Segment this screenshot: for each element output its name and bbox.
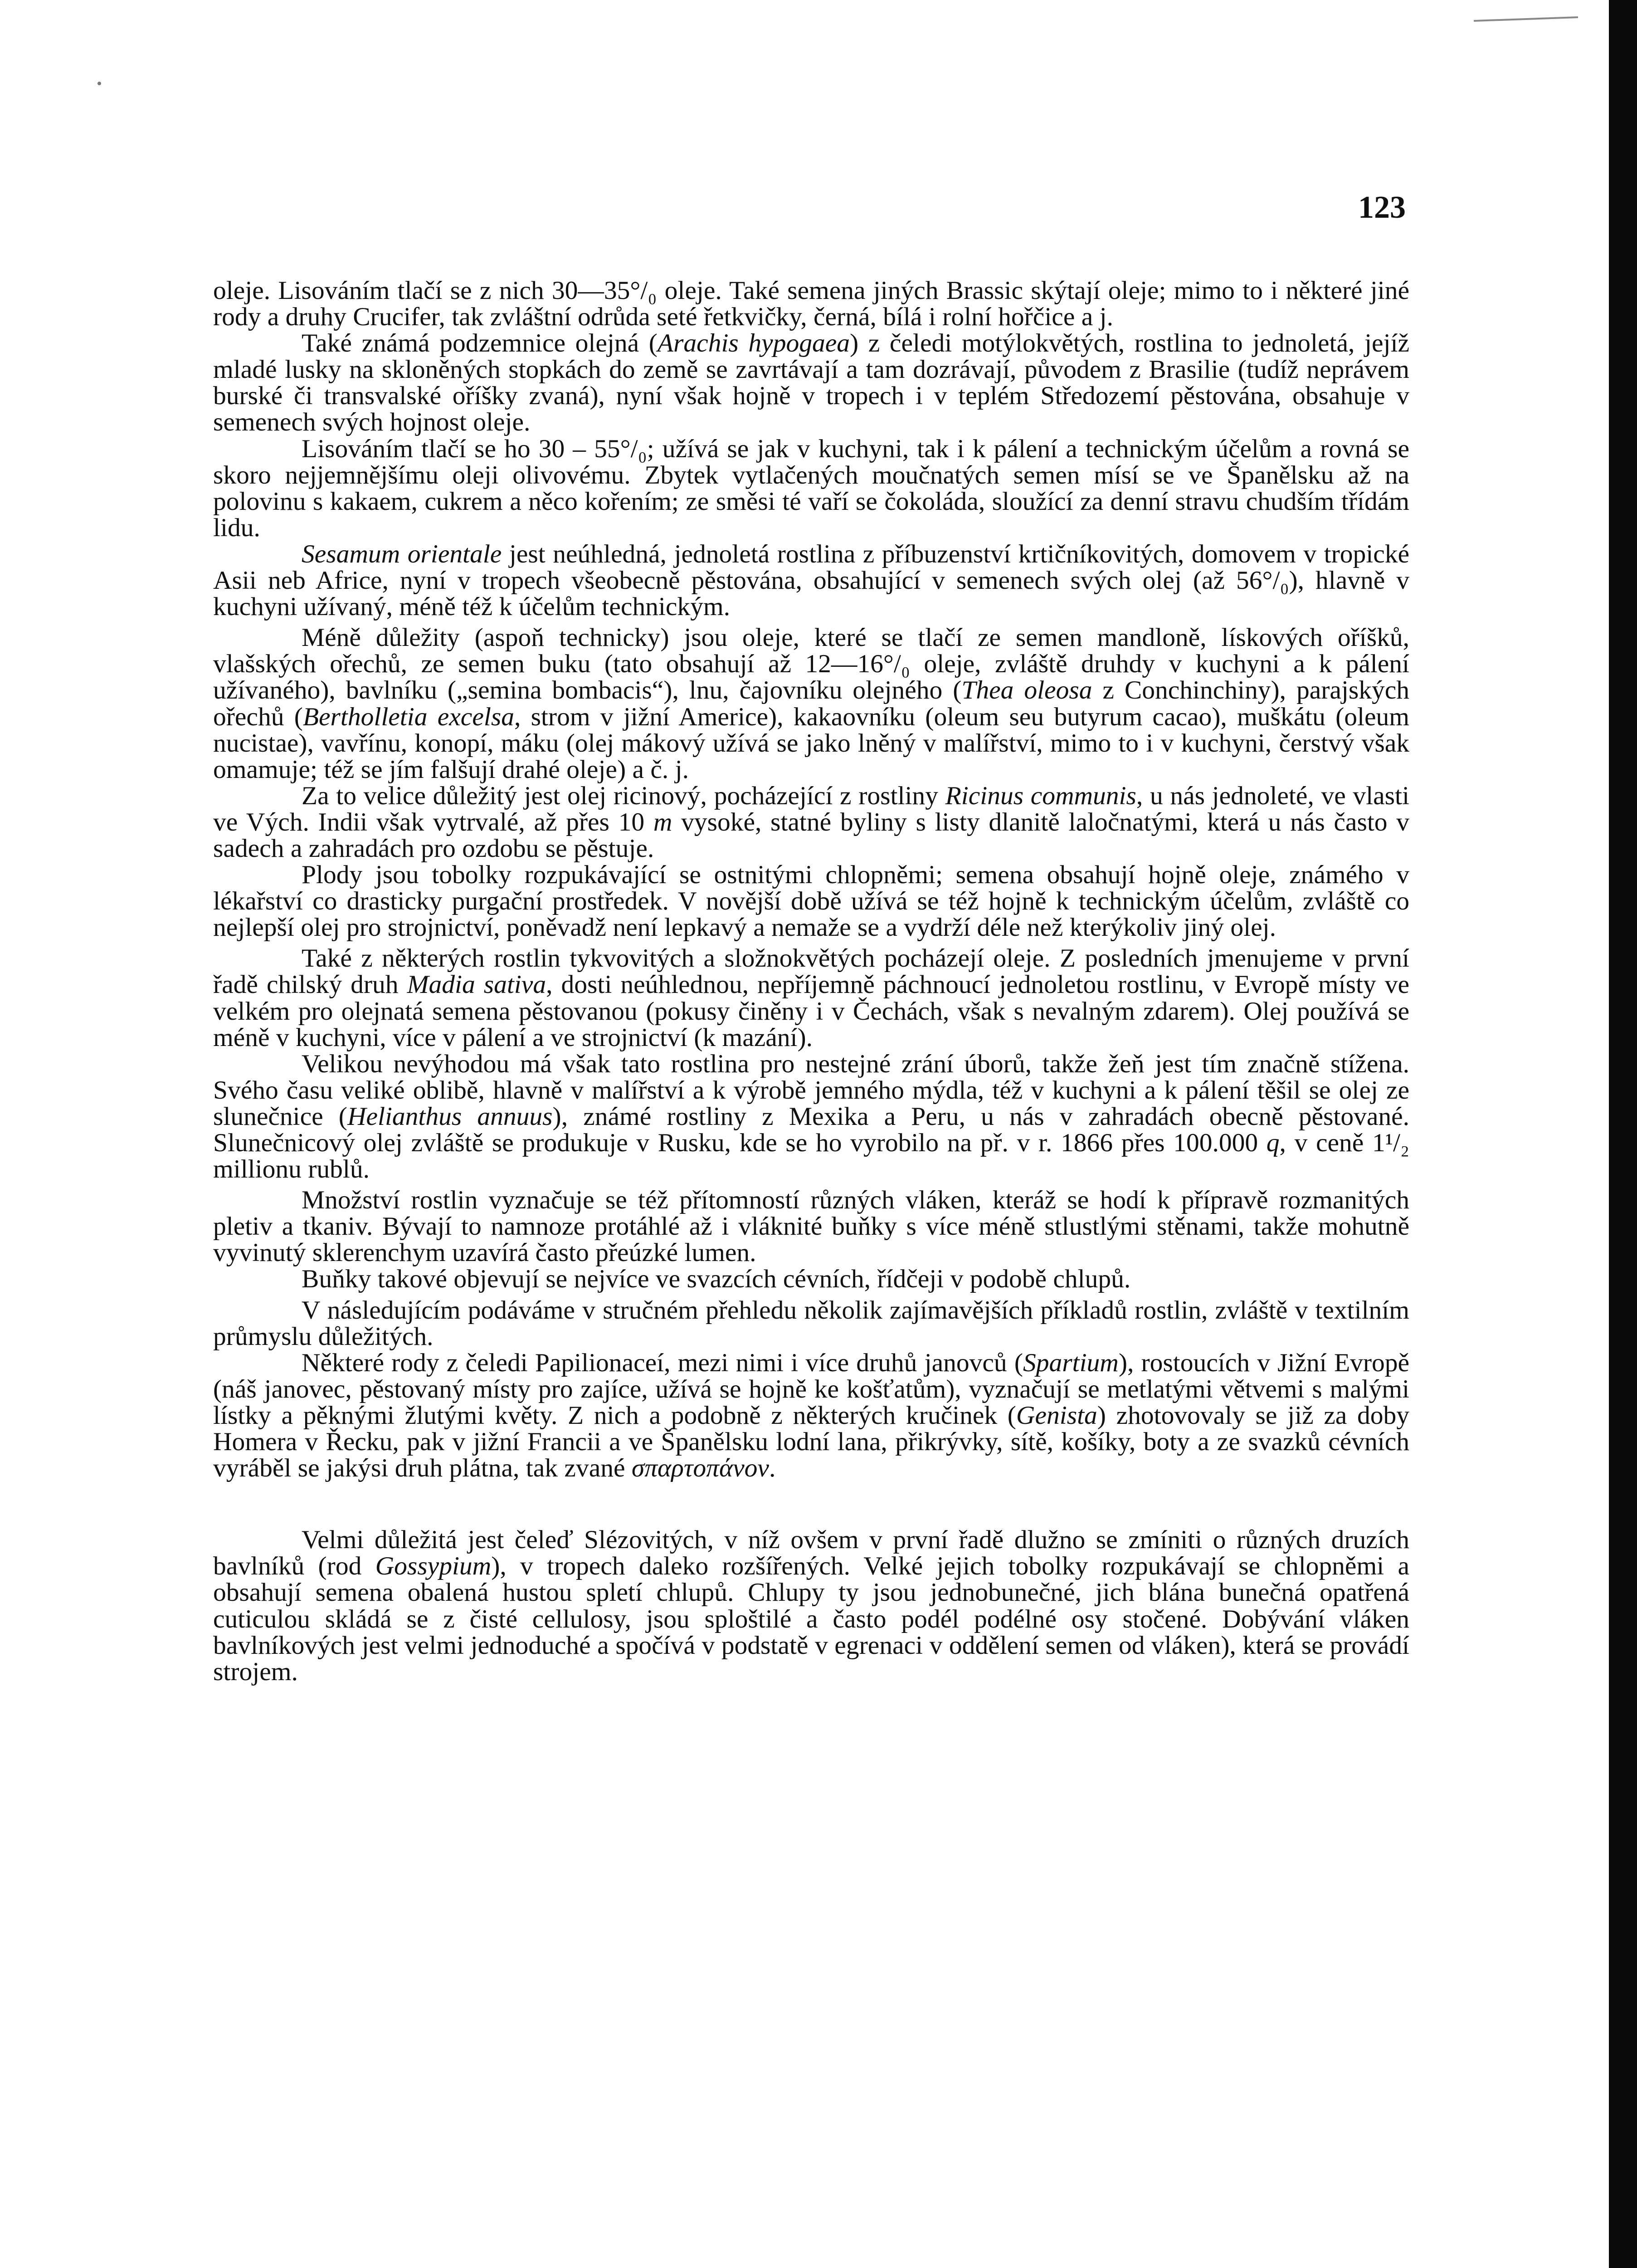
paragraph-text: Buňky takové objevují se nejvíce ve svazcích cévních, řídčeji v podobě chlupů. — [302, 1265, 1131, 1294]
scan-speck — [97, 82, 101, 85]
paragraph-3 — [213, 436, 1409, 541]
paragraph-text: ) z čeledi motýlokvětých, rostlina to jednoletá, jejíž mladé lusky na skloněných stopkách do země se zavrtávají a tam dozrávají, původem z Brasilie (tudíž neprávem burské či transvalské oříšky zvaná), nyní však hojně v tropech i v teplém Středozemí pěstována, obsahuje v semenech svých hojnost oleje. — [213, 329, 1409, 437]
paragraph-text: ), rostoucích v Jižní Evropě (náš janovec, pěstovaný místy pro zajíce, užívá se hojně ke košťatům), vyznačují se metlatými větvemi s malými lístky a pěknými žlutými květy. Z nich a podobně z některých kručinek ( — [213, 1348, 1409, 1430]
latin-name: Sesamum orientale — [302, 539, 502, 568]
paragraph-2 — [213, 330, 1409, 435]
paragraph-10 — [213, 1187, 1409, 1266]
paragraph-text: jest neúhledná, jednoletá rostlina z příbuzenství krtičníkovitých, domovem v tropické Asii neb Africe, nyní v tropech všeobecně pěstována, obsahující v semenech svých olej (až 56°/₀), hlavně v kuchyni užívaný, méně též k účelům technickým. — [213, 539, 1410, 621]
paragraph-text: ) zhotovovaly se již za doby Homera v Řecku, pak v jižní Francii a ve Španělsku lodní lana, přikrývky, sítě, košíky, boty a ze svazků cévních vyráběl se jakýsi druh plátna, tak zvané — [213, 1401, 1409, 1483]
paragraph-text: Plody jsou tobolky rozpukávající se ostnitými chlopněmi; semena obsahují hojně oleje, známého v lékařství co drasticky purgační prostředek. V novější době užívá se též hojně k technickým účelům, zvláště co nejlepší olej pro strojnictví, poněvadž není lepkavý a nemaže se a vydrží déle než kterýkoliv jiný olej. — [213, 860, 1409, 942]
unit: q — [1266, 1129, 1280, 1157]
paragraph-text: Méně důležity (aspoň technicky) jsou oleje, které se tlačí ze semen mandloně, lískových oříšků, vlašských ořechů, ze semen buku (tato obsahují až 12—16°/₀ oleje, zvláště druhdy v kuchyni a k pálení užívaného), bavlníku („semina bombacis“), lnu, čajovníku olejného ( — [213, 623, 1409, 705]
paragraph-text: , v ceně 1¹/₂ millionu rublů. — [213, 1129, 1409, 1184]
paragraph-text: V následujícím podáváme v stručném přehledu několik zajímavějších příkladů rostlin, zvláště v textilním průmyslu důležitých. — [213, 1295, 1409, 1351]
paragraph-8 — [213, 945, 1409, 1051]
body-text — [213, 278, 1409, 1685]
latin-name: Thea oleosa — [961, 676, 1092, 705]
corner-scan-mark — [1474, 16, 1578, 22]
latin-name: Ricinus communis — [945, 781, 1136, 810]
paragraph-6 — [213, 783, 1409, 862]
latin-name: Spartium — [1023, 1348, 1119, 1377]
paragraph-text: Množství rostlin vyznačuje se též přítomností různých vláken, kteráž se hodí k přípravě rozmanitých pletiv a tkaniv. Bývají to namnoze protáhlé až i vláknité buňky s více méně stlustlými stěnami, takže mohutně vyvinutý sklerenchym uzavírá často přeúzké lumen. — [213, 1186, 1409, 1267]
paragraph-13 — [213, 1350, 1409, 1481]
paragraph-text: z Conchinchiny), parajských ořechů ( — [213, 676, 1410, 731]
paragraph-1 — [213, 278, 1409, 330]
scan-border-right — [1609, 0, 1637, 2268]
paragraph-text: Některé rody z čeledi Papilionaceí, mezi nimi i více druhů janovců ( — [302, 1348, 1023, 1377]
paragraph-text: Za to velice důležitý jest olej ricinový, pocházející z rostliny — [302, 781, 945, 810]
paragraph-text: oleje. Lisováním tlačí se z nich 30—35°/₀ oleje. Také semena jiných Brassic skýtají oleje; mimo to i některé jiné rody a druhy Crucifer, tak zvláštní odrůda seté řetkvičky, černá, bílá i rolní hořčice a j. — [213, 276, 1409, 332]
paragraph-text: , strom v jižní Americe), kakaovníku (oleum seu butyrum cacao), muškátu (oleum nucistae), vavřínu, konopí, máku (olej mákový užívá se jako lněný v malířství, mimo to i v kuchyni, čerstvý však omamuje; též se jím falšují drahé oleje) a č. j. — [213, 702, 1409, 784]
paragraph-14 — [213, 1527, 1409, 1685]
paragraph-text: Také známá podzemnice olejná ( — [302, 329, 658, 358]
paragraph-text: Také z některých rostlin tykvovitých a složnokvětých pocházejí oleje. Z posledních jmenujeme v první řadě chilský druh — [213, 944, 1409, 999]
paragraph-text: , u nás jednoleté, ve vlasti ve Vých. Indii však vytrvalé, až přes 10 — [213, 781, 1409, 836]
greek-term: σπαρτοπάνον — [631, 1454, 769, 1483]
paragraph-4 — [213, 541, 1409, 620]
latin-name: Madia sativa — [407, 970, 546, 999]
paragraph-7 — [213, 862, 1409, 941]
paragraph-text: Velmi důležitá jest čeleď Slézovitých, v níž ovšem v první řadě dlužno se zmíniti o různých druzích bavlníků (rod — [213, 1525, 1409, 1581]
paragraph-text: . — [769, 1454, 776, 1483]
page-number: 123 — [1358, 190, 1406, 225]
paragraph-text: vysoké, statné byliny s listy dlanitě laločnatými, která u nás často v sadech a zahradách pro ozdobu se pěstuje. — [213, 807, 1410, 863]
paragraph-text: ), známé rostliny z Mexika a Peru, u nás v zahradách obecně pěstované. Slunečnicový olej zvláště se produkuje v Rusku, kde se ho vyrobilo na př. v r. 1866 přes 100.000 — [213, 1102, 1409, 1157]
latin-name: Genista — [1016, 1401, 1097, 1430]
unit: m — [653, 807, 672, 836]
paragraph-12 — [213, 1297, 1409, 1350]
latin-name: Bertholletia excelsa — [302, 702, 514, 731]
paragraph-9 — [213, 1051, 1409, 1183]
latin-name: Gossypium — [375, 1552, 492, 1581]
paragraph-text: Velikou nevýhodou má však tato rostlina pro nestejné zrání úborů, takže žeň jest tím značně stížena. Svého času veliké oblibě, hlavně v malířství a k výrobě jemného mýdla, též v kuchyni a k pálení těšil se olej ze slunečnice ( — [213, 1049, 1409, 1131]
paragraph-text: , dosti neúhlednou, nepříjemně páchnoucí jednoletou rostlinu, v Evropě místy ve velkém pro olejnatá semena pěstovanou (pokusy činěny i v Čechách, však s nevalným zdarem). Olej používá se méně v kuchyni, více v pálení a ve strojnictví (k mazání). — [213, 970, 1409, 1052]
latin-name: Helianthus annuus — [347, 1102, 553, 1131]
paragraph-text: ), v tropech daleko rozšířených. Velké jejich tobolky rozpukávají se chlopněmi a obsahují semena obalená hustou spletí chlupů. Chlupy ty jsou jednobunečné, jich blána bunečná opatřená cuticulou skládá se z čisté cellulosy, jsou sploštilé a často podél podélné osy stočené. Dobývání vláken bavlníkových jest velmi jednoduché a spočívá v podstatě v egrenaci v oddělení semen od vláken), která se provádí strojem. — [213, 1552, 1409, 1686]
paragraph-text: Lisováním tlačí se ho 30 – 55°/₀; užívá se jak v kuchyni, tak i k pálení a technickým účelům a rovná se skoro nejjemnějšímu oleji olivovému. Zbytek vytlačených moučnatých semen mísí se ve Španělsku až na polovinu s kakaem, cukrem a něco kořením; ze směsi té vaří se čokoláda, sloužící za denní stravu chudším třídám lidu. — [213, 434, 1409, 542]
latin-name: Arachis hypogaea — [657, 329, 850, 358]
paragraph-5 — [213, 625, 1409, 783]
paragraph-11 — [213, 1266, 1409, 1292]
